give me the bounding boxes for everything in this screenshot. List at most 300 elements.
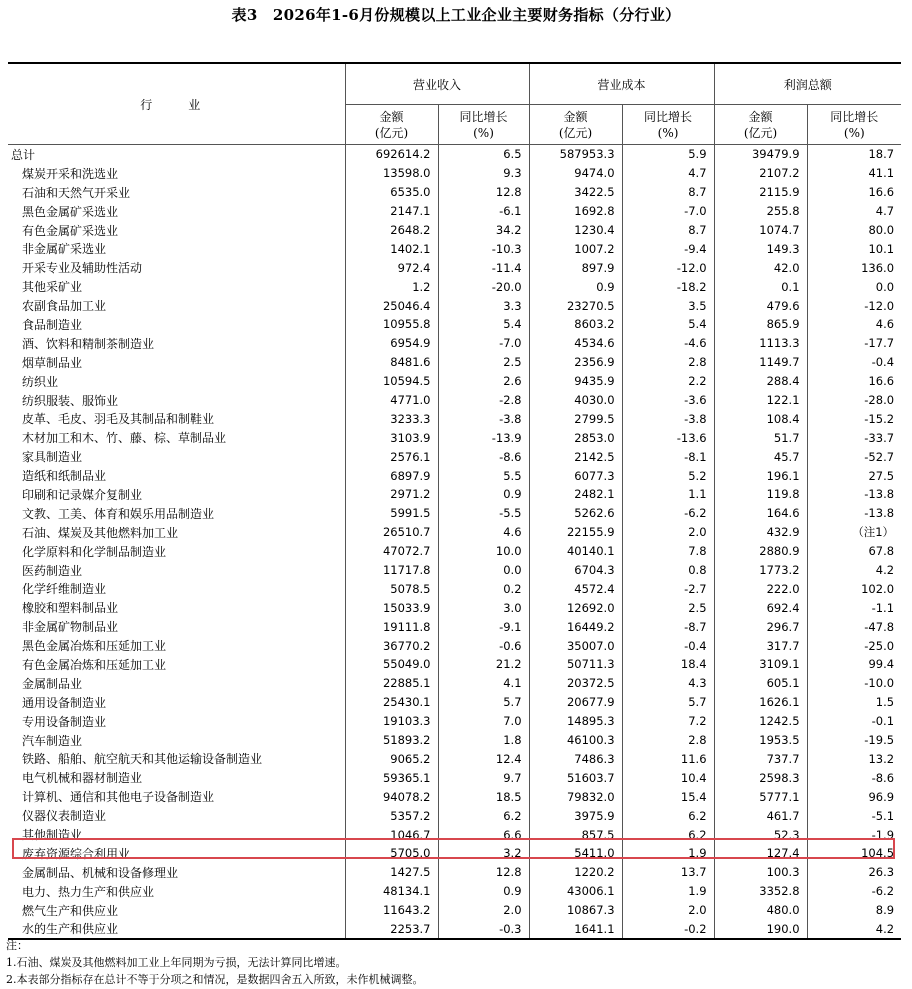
industry-name: 非金属矿物制品业 [8,617,345,636]
cost-amount-cell: 6704.3 [529,561,622,580]
table-row [8,391,901,410]
cost-growth-cell: 7.2 [622,712,714,731]
cost-growth-cell: -0.4 [622,636,714,655]
revenue-amount-cell: 6535.0 [345,183,438,202]
profit-growth-cell: -13.8 [864,487,895,502]
profit-growth-cell: -1.1 [871,600,895,615]
profit-amount-cell: 1242.5 [714,712,807,731]
revenue-growth-cell: -5.5 [438,504,529,523]
revenue-amount-cell: 9065.2 [345,750,438,769]
revenue-growth-cell: 12.4 [438,750,529,769]
profit-amount-cell: 5777.1 [714,787,807,806]
revenue-growth-cell: 9.7 [438,768,529,787]
cost-growth-cell: 2.0 [622,523,714,542]
profit-growth-cell: 18.7 [868,147,895,162]
cost-amount-cell: 1230.4 [529,221,622,240]
profit-amount-cell: 432.9 [714,523,807,542]
cost-header: 营业成本 [529,63,714,105]
revenue-growth-cell: 18.5 [438,787,529,806]
cost-growth-cell: -0.2 [622,920,714,940]
profit-growth-cell: 8.9 [875,903,895,918]
profit-amount-cell: 2598.3 [714,768,807,787]
profit-amount-cell: 119.8 [714,485,807,504]
revenue-amount-cell: 26510.7 [345,523,438,542]
profit-amount-cell: 288.4 [714,372,807,391]
revenue-growth-cell: 1.8 [438,731,529,750]
revenue-growth-cell: 6.5 [438,145,529,164]
revenue-amount-cell: 51893.2 [345,731,438,750]
industry-name: 食品制造业 [8,315,345,334]
revenue-amount-cell: 36770.2 [345,636,438,655]
profit-amount-cell: 2115.9 [714,183,807,202]
industry-name: 有色金属矿采选业 [8,221,345,240]
cost-amount-cell: 2482.1 [529,485,622,504]
cost-growth-cell: 6.2 [622,806,714,825]
cost-growth-cell: 13.7 [622,863,714,882]
industry-name: 黑色金属矿采选业 [8,202,345,221]
industry-name: 化学原料和化学制品制造业 [8,542,345,561]
cost-growth-cell: -3.6 [622,391,714,410]
cost-amount-cell: 79832.0 [529,787,622,806]
revenue-amount-cell: 6897.9 [345,466,438,485]
table-row [8,863,901,882]
industry-name: 煤炭开采和洗选业 [8,164,345,183]
cost-growth-cell: 0.8 [622,561,714,580]
industry-name: 橡胶和塑料制品业 [8,598,345,617]
cost-amount-cell: 857.5 [529,825,622,844]
revenue-growth-cell: 2.0 [438,901,529,920]
table-row [8,561,901,580]
revenue-amount-cell: 11717.8 [345,561,438,580]
revenue-growth-cell: 5.5 [438,466,529,485]
table-row [8,258,901,277]
revenue-amount-cell: 1046.7 [345,825,438,844]
profit-growth-cell: 99.4 [868,657,895,672]
table-row [8,296,901,315]
cost-amount-cell: 1220.2 [529,863,622,882]
revenue-amount-cell: 5357.2 [345,806,438,825]
revenue-growth-cell: 2.6 [438,372,529,391]
profit-amount-cell: 45.7 [714,447,807,466]
industry-name: 其他采矿业 [8,277,345,296]
profit-growth-cell: 96.9 [868,789,895,804]
table-row [8,750,901,769]
cost-amount-cell: 46100.3 [529,731,622,750]
profit-amount-cell: 865.9 [714,315,807,334]
profit-growth-cell: 10.1 [868,241,895,256]
table-row [8,183,901,202]
revenue-amount-cell: 2147.1 [345,202,438,221]
profit-amount-cell: 692.4 [714,598,807,617]
profit-amount-cell: 737.7 [714,750,807,769]
profit-amount-cell: 51.7 [714,428,807,447]
profit-amount-cell: 190.0 [714,920,807,940]
cost-amount-cell: 40140.1 [529,542,622,561]
cost-growth-cell: 7.8 [622,542,714,561]
table-row [8,731,901,750]
table-row [8,693,901,712]
revenue-growth-cell: -11.4 [438,258,529,277]
industry-name: 石油、煤炭及其他燃料加工业 [8,523,345,542]
revenue-amount-cell: 48134.1 [345,882,438,901]
cost-growth-cell: 4.3 [622,674,714,693]
industry-name: 通用设备制造业 [8,693,345,712]
revenue-amount-cell: 6954.9 [345,334,438,353]
profit-amount-cell: 52.3 [714,825,807,844]
table-row [8,579,901,598]
revenue-growth-cell: -13.9 [438,428,529,447]
table-row [8,504,901,523]
table-row [8,164,901,183]
cost-growth-cell: -6.2 [622,504,714,523]
revenue-amount-cell: 2576.1 [345,447,438,466]
industry-name: 家具制造业 [8,447,345,466]
revenue-amount-cell: 4771.0 [345,391,438,410]
amount-subheader: 金额 (亿元) [529,105,622,145]
industry-name: 纺织业 [8,372,345,391]
industry-name: 造纸和纸制品业 [8,466,345,485]
industry-name: 黑色金属冶炼和压延加工业 [8,636,345,655]
cost-growth-cell: -8.7 [622,617,714,636]
profit-growth-cell: -0.1 [871,714,895,729]
cost-amount-cell: 12692.0 [529,598,622,617]
revenue-growth-cell: -7.0 [438,334,529,353]
profit-amount-cell: 461.7 [714,806,807,825]
profit-growth-cell: -5.1 [871,808,895,823]
revenue-growth-cell: -6.1 [438,202,529,221]
revenue-growth-cell: 0.9 [438,882,529,901]
profit-amount-cell: 222.0 [714,579,807,598]
industry-name: 酒、饮料和精制茶制造业 [8,334,345,353]
profit-growth-cell: 16.6 [868,374,895,389]
industry-name: 仪器仪表制造业 [8,806,345,825]
cost-amount-cell: 6077.3 [529,466,622,485]
cost-growth-cell: -18.2 [622,277,714,296]
table-row [8,712,901,731]
cost-growth-cell: 8.7 [622,183,714,202]
revenue-growth-cell: -0.3 [438,920,529,940]
profit-growth-cell: 26.3 [868,865,895,880]
revenue-growth-cell: 12.8 [438,183,529,202]
table-row [8,617,901,636]
revenue-amount-cell: 2971.2 [345,485,438,504]
revenue-amount-cell: 10955.8 [345,315,438,334]
profit-amount-cell: 605.1 [714,674,807,693]
cost-amount-cell: 1692.8 [529,202,622,221]
profit-growth-cell: 4.2 [807,920,901,940]
cost-amount-cell: 0.9 [529,277,622,296]
cost-growth-cell: 3.5 [622,296,714,315]
revenue-amount-cell: 2648.2 [345,221,438,240]
cost-growth-cell: 1.1 [622,485,714,504]
cost-growth-cell: 2.0 [622,901,714,920]
profit-amount-cell: 479.6 [714,296,807,315]
profit-amount-cell: 255.8 [714,202,807,221]
growth-subheader: 同比增长 (%) [807,105,901,145]
cost-amount-cell: 4572.4 [529,579,622,598]
profit-growth-cell: -33.7 [864,430,895,445]
revenue-growth-cell: 9.3 [438,164,529,183]
industry-name: 铁路、船舶、航空航天和其他运输设备制造业 [8,750,345,769]
note-2: 2.本表部分指标存在总计不等于分项之和情况，是数据四舍五入所致，未作机械调整。 [6,973,424,986]
table-row [8,882,901,901]
table-row [8,353,901,372]
cost-amount-cell: 4030.0 [529,391,622,410]
cost-growth-cell: 1.9 [622,882,714,901]
cost-amount-cell: 1007.2 [529,239,622,258]
finance-table [8,62,901,940]
cost-growth-cell: 2.8 [622,731,714,750]
profit-amount-cell: 196.1 [714,466,807,485]
cost-amount-cell: 2799.5 [529,409,622,428]
table-row [8,655,901,674]
note-1: 1.石油、煤炭及其他燃料加工业上年同期为亏损，无法计算同比增速。 [6,956,347,969]
revenue-header: 营业收入 [345,63,529,105]
revenue-growth-cell: 10.0 [438,542,529,561]
profit-growth-cell: 102.0 [861,581,895,596]
revenue-amount-cell: 94078.2 [345,787,438,806]
industry-name: 汽车制造业 [8,731,345,750]
revenue-growth-cell: 3.3 [438,296,529,315]
cost-growth-cell: -3.8 [622,409,714,428]
table-row [8,598,901,617]
profit-growth-cell: 13.2 [868,751,895,766]
profit-amount-cell: 100.3 [714,863,807,882]
table-row [8,806,901,825]
cost-growth-cell: 11.6 [622,750,714,769]
revenue-amount-cell: 1.2 [345,277,438,296]
profit-growth-cell: -52.7 [864,449,895,464]
profit-amount-cell: 1626.1 [714,693,807,712]
profit-growth-cell: -13.8 [864,506,895,521]
profit-growth-cell: -10.0 [864,676,895,691]
table-row [8,636,901,655]
industry-name: 化学纤维制造业 [8,579,345,598]
profit-growth-cell: 0.0 [875,279,895,294]
revenue-amount-cell: 972.4 [345,258,438,277]
revenue-growth-cell: 3.0 [438,598,529,617]
cost-amount-cell: 43006.1 [529,882,622,901]
profit-growth-cell: -12.0 [864,298,895,313]
profit-amount-cell: 149.3 [714,239,807,258]
revenue-growth-cell: 5.7 [438,693,529,712]
revenue-amount-cell: 15033.9 [345,598,438,617]
cost-amount-cell: 16449.2 [529,617,622,636]
industry-name: 金属制品、机械和设备修理业 [8,863,345,882]
table-row [8,542,901,561]
cost-amount-cell: 10867.3 [529,901,622,920]
cost-growth-cell: 4.7 [622,164,714,183]
industry-name: 燃气生产和供应业 [8,901,345,920]
revenue-amount-cell: 3233.3 [345,409,438,428]
revenue-amount-cell: 10594.5 [345,372,438,391]
profit-amount-cell: 1773.2 [714,561,807,580]
cost-growth-cell: 5.2 [622,466,714,485]
industry-name: 纺织服装、服饰业 [8,391,345,410]
revenue-amount-cell: 692614.2 [345,145,438,164]
revenue-growth-cell: -9.1 [438,617,529,636]
table-row [8,315,901,334]
revenue-growth-cell: -0.6 [438,636,529,655]
cost-growth-cell: 8.7 [622,221,714,240]
cost-amount-cell: 20372.5 [529,674,622,693]
revenue-growth-cell: 2.5 [438,353,529,372]
cost-growth-cell: 5.4 [622,315,714,334]
profit-amount-cell: 3109.1 [714,655,807,674]
amount-subheader: 金额 (亿元) [714,105,807,145]
cost-growth-cell: -4.6 [622,334,714,353]
revenue-growth-cell: 7.0 [438,712,529,731]
cost-growth-cell: 1.9 [622,844,714,863]
revenue-growth-cell: 3.2 [438,844,529,863]
cost-amount-cell: 2142.5 [529,447,622,466]
profit-amount-cell: 296.7 [714,617,807,636]
profit-growth-cell: 67.8 [868,544,895,559]
revenue-amount-cell: 25430.1 [345,693,438,712]
footnotes [6,937,424,988]
revenue-growth-cell: 0.9 [438,485,529,504]
profit-amount-cell: 39479.9 [714,145,807,164]
industry-name: 开采专业及辅助性活动 [8,258,345,277]
cost-amount-cell: 897.9 [529,258,622,277]
table-row [8,239,901,258]
industry-name: 电气机械和器材制造业 [8,768,345,787]
cost-growth-cell: 10.4 [622,768,714,787]
profit-growth-cell: -17.7 [864,336,895,351]
revenue-growth-cell: -20.0 [438,277,529,296]
cost-growth-cell: 2.5 [622,598,714,617]
revenue-amount-cell: 47072.7 [345,542,438,561]
total-row [8,145,901,164]
profit-header: 利润总额 [714,63,901,105]
cost-amount-cell: 5411.0 [529,844,622,863]
table-row [8,466,901,485]
industry-name: 水的生产和供应业 [8,920,345,940]
profit-growth-cell: 104.5 [861,846,895,861]
industry-name: 非金属矿采选业 [8,239,345,258]
cost-growth-cell: -2.7 [622,579,714,598]
table-row [8,447,901,466]
industry-name: 印刷和记录媒介复制业 [8,485,345,504]
profit-growth-cell: -0.4 [871,355,895,370]
table-row [8,768,901,787]
profit-growth-cell: 41.1 [868,166,895,181]
revenue-amount-cell: 8481.6 [345,353,438,372]
profit-amount-cell: 1953.5 [714,731,807,750]
revenue-growth-cell: 4.1 [438,674,529,693]
profit-growth-cell: -1.9 [871,827,895,842]
highlight-box [12,838,895,859]
profit-amount-cell: 480.0 [714,901,807,920]
industry-name: 石油和天然气开采业 [8,183,345,202]
industry-name: 农副食品加工业 [8,296,345,315]
revenue-growth-cell: -10.3 [438,239,529,258]
cost-growth-cell: -12.0 [622,258,714,277]
cost-amount-cell: 9435.9 [529,372,622,391]
industry-name: 计算机、通信和其他电子设备制造业 [8,787,345,806]
industry-name: 其他制造业 [8,825,345,844]
industry-name: 烟草制品业 [8,353,345,372]
profit-growth-cell: （注1） [852,525,895,540]
profit-amount-cell: 3352.8 [714,882,807,901]
table-row [8,674,901,693]
cost-amount-cell: 22155.9 [529,523,622,542]
cost-growth-cell: 2.2 [622,372,714,391]
table-row [8,372,901,391]
profit-growth-cell: 1.5 [875,695,895,710]
table-row [8,787,901,806]
industry-name: 有色金属冶炼和压延加工业 [8,655,345,674]
cost-growth-cell: 5.9 [622,145,714,164]
profit-amount-cell: 42.0 [714,258,807,277]
cost-growth-cell: 15.4 [622,787,714,806]
profit-amount-cell: 122.1 [714,391,807,410]
table-row [8,523,901,542]
revenue-amount-cell: 1402.1 [345,239,438,258]
cost-amount-cell: 3975.9 [529,806,622,825]
revenue-growth-cell: 0.2 [438,579,529,598]
revenue-amount-cell: 13598.0 [345,164,438,183]
profit-amount-cell: 317.7 [714,636,807,655]
revenue-amount-cell: 2253.7 [345,920,438,940]
profit-growth-cell: 136.0 [861,260,895,275]
table-row [8,901,901,920]
industry-name: 金属制品业 [8,674,345,693]
revenue-amount-cell: 5078.5 [345,579,438,598]
cost-amount-cell: 3422.5 [529,183,622,202]
revenue-growth-cell: 6.2 [438,806,529,825]
industry-name: 总计 [8,145,345,164]
revenue-amount-cell: 59365.1 [345,768,438,787]
cost-amount-cell: 5262.6 [529,504,622,523]
cost-amount-cell: 9474.0 [529,164,622,183]
industry-name: 皮革、毛皮、羽毛及其制品和制鞋业 [8,409,345,428]
cost-amount-cell: 2853.0 [529,428,622,447]
revenue-growth-cell: 6.6 [438,825,529,844]
profit-amount-cell: 127.4 [714,844,807,863]
profit-amount-cell: 2107.2 [714,164,807,183]
cost-amount-cell: 587953.3 [529,145,622,164]
revenue-amount-cell: 55049.0 [345,655,438,674]
cost-amount-cell: 14895.3 [529,712,622,731]
cost-amount-cell: 50711.3 [529,655,622,674]
note-label: 注： [6,939,28,952]
cost-growth-cell: 5.7 [622,693,714,712]
profit-amount-cell: 164.6 [714,504,807,523]
profit-growth-cell: -28.0 [864,393,895,408]
profit-growth-cell: -19.5 [864,733,895,748]
cost-growth-cell: -7.0 [622,202,714,221]
profit-growth-cell: -8.6 [871,770,895,785]
profit-amount-cell: 0.1 [714,277,807,296]
growth-subheader: 同比增长 (%) [622,105,714,145]
profit-amount-cell: 1149.7 [714,353,807,372]
revenue-amount-cell: 22885.1 [345,674,438,693]
table-row [8,221,901,240]
profit-growth-cell: 4.2 [875,563,895,578]
revenue-growth-cell: 4.6 [438,523,529,542]
cost-amount-cell: 51603.7 [529,768,622,787]
revenue-growth-cell: 0.0 [438,561,529,580]
revenue-amount-cell: 5991.5 [345,504,438,523]
profit-growth-cell: 16.6 [868,185,895,200]
cost-growth-cell: -9.4 [622,239,714,258]
profit-growth-cell: 27.5 [868,468,895,483]
industry-header: 行 业 [8,63,345,145]
revenue-amount-cell: 19111.8 [345,617,438,636]
revenue-amount-cell: 3103.9 [345,428,438,447]
revenue-amount-cell: 5705.0 [345,844,438,863]
